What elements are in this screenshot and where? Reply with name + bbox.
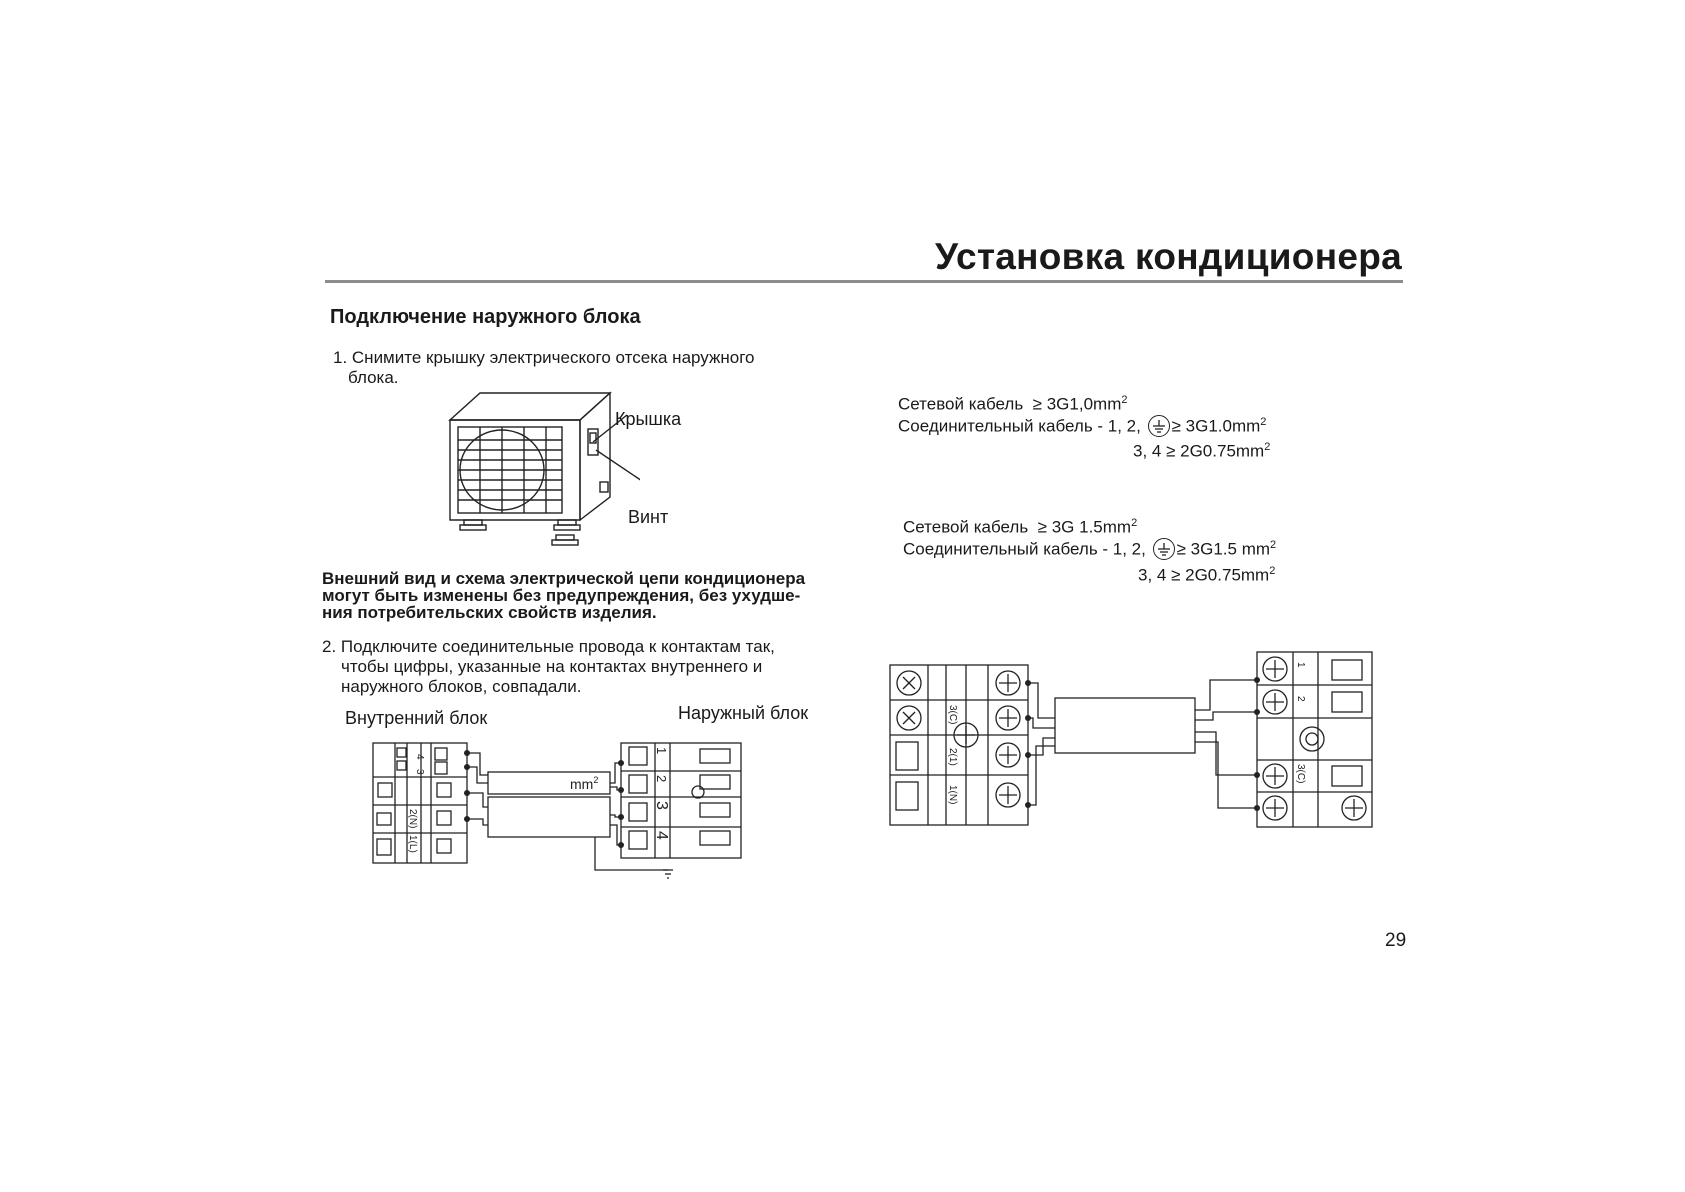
section-heading: Подключение наружного блока: [330, 306, 641, 328]
outdoor-terminal-3: 3: [653, 801, 670, 810]
outdoor-terminal-1: 1: [654, 747, 669, 755]
outdoor-unit-illustration: [440, 385, 640, 560]
spec1-line3: 3, $4 \ge 2G0.75mm^2$: [1133, 441, 1271, 461]
indoor-terminal-3: 3: [414, 769, 425, 775]
ground-icon: [1148, 415, 1170, 437]
spec1-connecting-cable: Соединительный кабель - 1, 2, ≥ $3G1.0mm^2$: [898, 416, 1267, 436]
screw-label: Винт: [628, 507, 669, 527]
page-title: Установка кондиционера: [934, 236, 1402, 277]
step1-line1: 1. Снимите крышку электрического отсека наружного: [333, 348, 755, 367]
spec1-power-cable: Сетевой кабель ≥ $3G1,0mm^2$: [898, 394, 1128, 414]
spec2-connecting-cable: Соединительный кабель - 1, 2, ≥ 3G1.5 $mm^2$: [903, 539, 1277, 559]
cover-label: Крышка: [615, 409, 682, 429]
outdoor-terminal-2: 2: [654, 775, 669, 783]
warning-line3: ния потребительских свойств изделия.: [322, 603, 657, 622]
wiring-diagram-left: [365, 735, 765, 885]
right-left-terminal-3: 3(C): [947, 705, 958, 725]
warning-line2: могут быть изменены без предупреждения, без ухудше-: [322, 586, 801, 605]
step2-line1: 2. Подключите соединительные провода к контактам так,: [322, 637, 775, 656]
indoor-terminal-2: 2(N): [407, 809, 418, 829]
cable-unit-label: $mm^2$: [570, 775, 599, 792]
spec2-line3: 3, $4 \ge 2G0.75mm^2$: [1138, 565, 1276, 585]
indoor-terminal-1: 1(L): [407, 835, 418, 853]
warning-line1: Внешний вид и схема электрической цепи кондиционера: [322, 569, 806, 588]
spec2-power-cable: Сетевой кабель ≥ 3G $1.5mm^2$: [903, 517, 1138, 537]
right-right-terminal-3: 3(C): [1295, 764, 1306, 784]
right-right-terminal-2: 2: [1295, 696, 1306, 702]
right-left-terminal-2: 2(1): [947, 748, 958, 766]
wiring-diagram-right: [888, 650, 1378, 880]
step2-line2: чтобы цифры, указанные на контактах внутреннего и: [341, 657, 763, 676]
outdoor-terminal-4: 4: [653, 831, 670, 840]
step1-line2: блока.: [348, 368, 399, 387]
ground-icon: [1153, 538, 1175, 560]
indoor-unit-label: Внутренний блок: [345, 708, 488, 728]
indoor-terminal-4: 4: [414, 754, 425, 760]
title-rule: [325, 280, 1403, 283]
step2-line3: наружного блоков, совпадали.: [341, 677, 582, 696]
right-left-terminal-1: 1(N): [947, 785, 958, 805]
right-right-terminal-1: 1: [1295, 662, 1306, 668]
page-number: 29: [1385, 930, 1407, 951]
outdoor-unit-label: Наружный блок: [678, 703, 809, 723]
